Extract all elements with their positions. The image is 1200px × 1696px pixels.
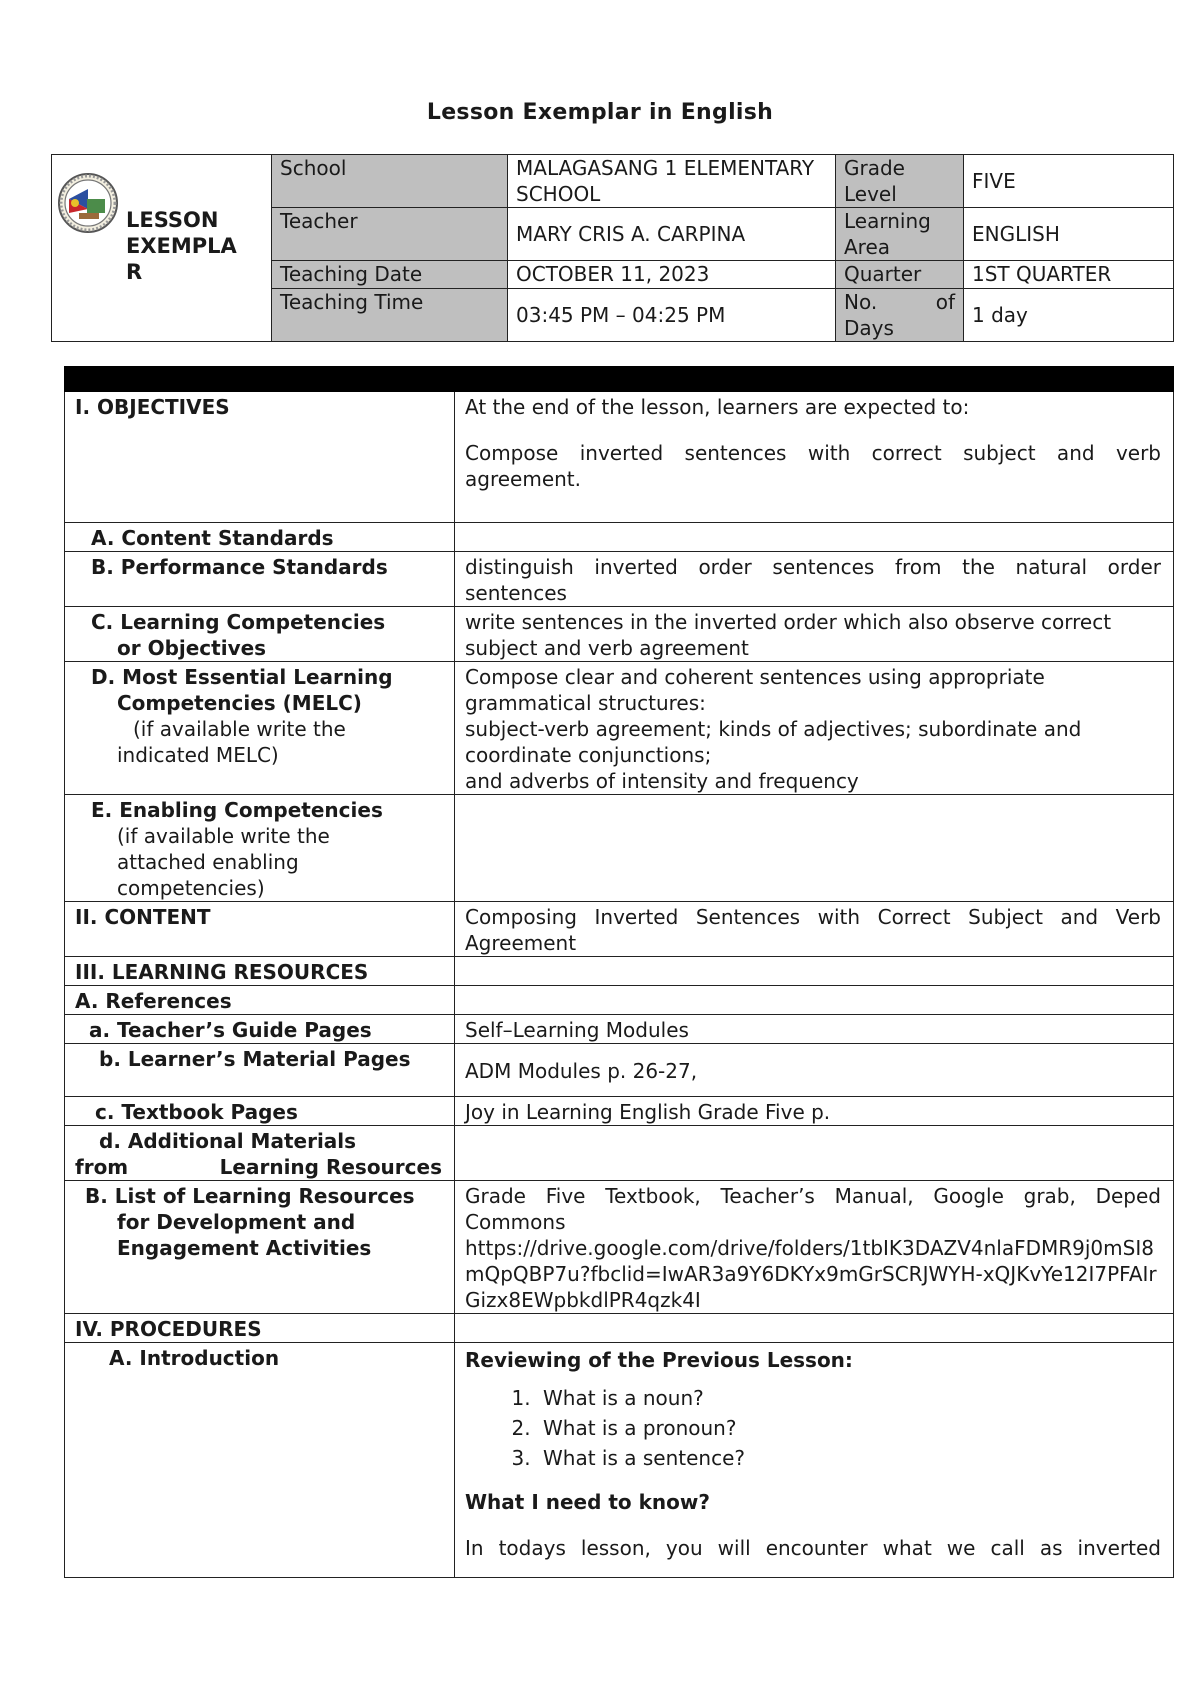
melc-line3: and adverbs of intensity and frequency [465, 769, 859, 793]
textbook-value: Joy in Learning English Grade Five p. [455, 1097, 1174, 1126]
table-row [65, 1126, 1174, 1181]
teaching-time-label: Teaching Time [272, 289, 508, 342]
learners-material-value: ADM Modules p. 26-27, [455, 1044, 1174, 1097]
table-row [65, 1044, 1174, 1097]
procedures-label: IV. PROCEDURES [65, 1314, 455, 1343]
deped-seal-icon [57, 169, 119, 237]
table-row [65, 1314, 1174, 1343]
school-value: MALAGASANG 1 ELEMENTARY SCHOOL [508, 155, 836, 208]
melc-label [65, 662, 455, 795]
content-standards-value [455, 523, 1174, 552]
list-resources-value [455, 1181, 1174, 1314]
table-row [65, 902, 1174, 957]
enabling-label-line1: E. Enabling Competencies [91, 798, 383, 822]
list-resources-label [65, 1181, 455, 1314]
additional-label-resources: Learning Resources [219, 1155, 442, 1179]
grade-level-label: Grade Level [836, 155, 964, 208]
teaching-time-value: 03:45 PM – 04:25 PM [508, 289, 836, 342]
table-row [65, 552, 1174, 607]
no-of-days-label: No. of Days [836, 289, 964, 342]
melc-label-line1: D. Most Essential Learning [91, 665, 393, 689]
learning-competencies-label-line1: C. Learning Competencies [91, 610, 386, 634]
learning-resources-label: III. LEARNING RESOURCES [65, 957, 455, 986]
objectives-cell [455, 392, 1174, 523]
table-row [65, 795, 1174, 902]
teaching-date-label: Teaching Date [272, 261, 508, 289]
teachers-guide-value: Self–Learning Modules [455, 1015, 1174, 1044]
table-row [65, 392, 1174, 523]
additional-label-line1: d. Additional Materials [99, 1129, 357, 1153]
table-row [65, 607, 1174, 662]
no-of-days-value: 1 day [964, 289, 1174, 342]
content-value: Composing Inverted Sentences with Correct Subject and Verb Agreement [455, 902, 1174, 957]
enabling-note: (if available write the attached enabling competencies) [117, 824, 330, 900]
objectives-intro: At the end of the lesson, learners are expected to: [465, 395, 970, 419]
need-to-know-heading: What I need to know? [465, 1490, 710, 1514]
review-question-list [465, 1383, 1161, 1473]
resource-link[interactable]: https://drive.google.com/drive/folders/1tbIK3DAZV4nlaFDMR9j0mSI8mQpQBP7u?fbclid=IwAR3a9Y6DKYx9mGrSCRJWYH-xQJKvYe12I7PFAIrGizx8EWpbkdlPR4qzk4I [465, 1236, 1157, 1312]
quarter-label: Quarter [836, 261, 964, 289]
learning-competencies-value: write sentences in the inverted order which also observe correct subject and verb agreement [455, 607, 1174, 662]
learning-area-label: Learning Area [836, 208, 964, 261]
grade-level-value: FIVE [964, 155, 1174, 208]
need-to-know-text: In todays lesson, you will encounter what we call as inverted [465, 1536, 1161, 1560]
introduction-label: A. Introduction [65, 1343, 455, 1578]
melc-label-line2: Competencies (MELC) [117, 691, 362, 715]
learning-competencies-label [65, 607, 455, 662]
content-standards-label: A. Content Standards [65, 523, 455, 552]
melc-value [455, 662, 1174, 795]
table-row [65, 1097, 1174, 1126]
enabling-value [455, 795, 1174, 902]
table-row [65, 523, 1174, 552]
additional-label-from: from [75, 1155, 129, 1179]
table-row [65, 1343, 1174, 1578]
enabling-label [65, 795, 455, 902]
list-item: 3. What is a sentence? [537, 1443, 1161, 1473]
additional-materials-label [65, 1126, 455, 1181]
logo-cell [52, 155, 272, 342]
objectives-label: I. OBJECTIVES [65, 392, 455, 523]
teaching-date-value: OCTOBER 11, 2023 [508, 261, 836, 289]
teachers-guide-label: a. Teacher’s Guide Pages [65, 1015, 455, 1044]
table-row [65, 957, 1174, 986]
school-label: School [272, 155, 508, 208]
table-header-bar [65, 367, 1174, 392]
performance-standards-label: B. Performance Standards [65, 552, 455, 607]
textbook-label: c. Textbook Pages [65, 1097, 455, 1126]
melc-line2: subject-verb agreement; kinds of adjectives; subordinate and coordinate conjunctions; [465, 717, 1082, 767]
lesson-exemplar-label: LESSON EXEMPLA R [126, 208, 237, 284]
list-resources-label-text: B. List of Learning Resources for Development and Engagement Activities [85, 1184, 415, 1260]
quarter-value: 1ST QUARTER [964, 261, 1174, 289]
performance-standards-value: distinguish inverted order sentences from the natural order sentences [455, 552, 1174, 607]
learning-area-value: ENGLISH [964, 208, 1174, 261]
table-row [65, 662, 1174, 795]
additional-materials-value [455, 1126, 1174, 1181]
melc-note: (if available write the indicated MELC) [117, 717, 346, 767]
table-row [65, 1181, 1174, 1314]
teacher-label: Teacher [272, 208, 508, 261]
content-label: II. CONTENT [65, 902, 455, 957]
document-title: Lesson Exemplar in English [426, 100, 774, 125]
lesson-header-table [51, 154, 1174, 342]
references-label: A. References [65, 986, 455, 1015]
lesson-plan-table [64, 366, 1174, 1578]
list-resources-line1: Grade Five Textbook, Teacher’s Manual, Google grab, Deped Commons [465, 1184, 1161, 1234]
review-heading: Reviewing of the Previous Lesson: [465, 1348, 853, 1372]
table-row [65, 1015, 1174, 1044]
learning-competencies-label-line2: or Objectives [117, 636, 267, 660]
objectives-text: Compose inverted sentences with correct subject and verb agreement. [465, 441, 1161, 491]
table-row [65, 986, 1174, 1015]
melc-line1: Compose clear and coherent sentences using appropriate grammatical structures: [465, 665, 1045, 715]
learners-material-label: b. Learner’s Material Pages [65, 1044, 455, 1097]
introduction-cell [455, 1343, 1174, 1578]
teacher-value: MARY CRIS A. CARPINA [508, 208, 836, 261]
list-item: 2. What is a pronoun? [537, 1413, 1161, 1443]
list-item: 1. What is a noun? [537, 1383, 1161, 1413]
